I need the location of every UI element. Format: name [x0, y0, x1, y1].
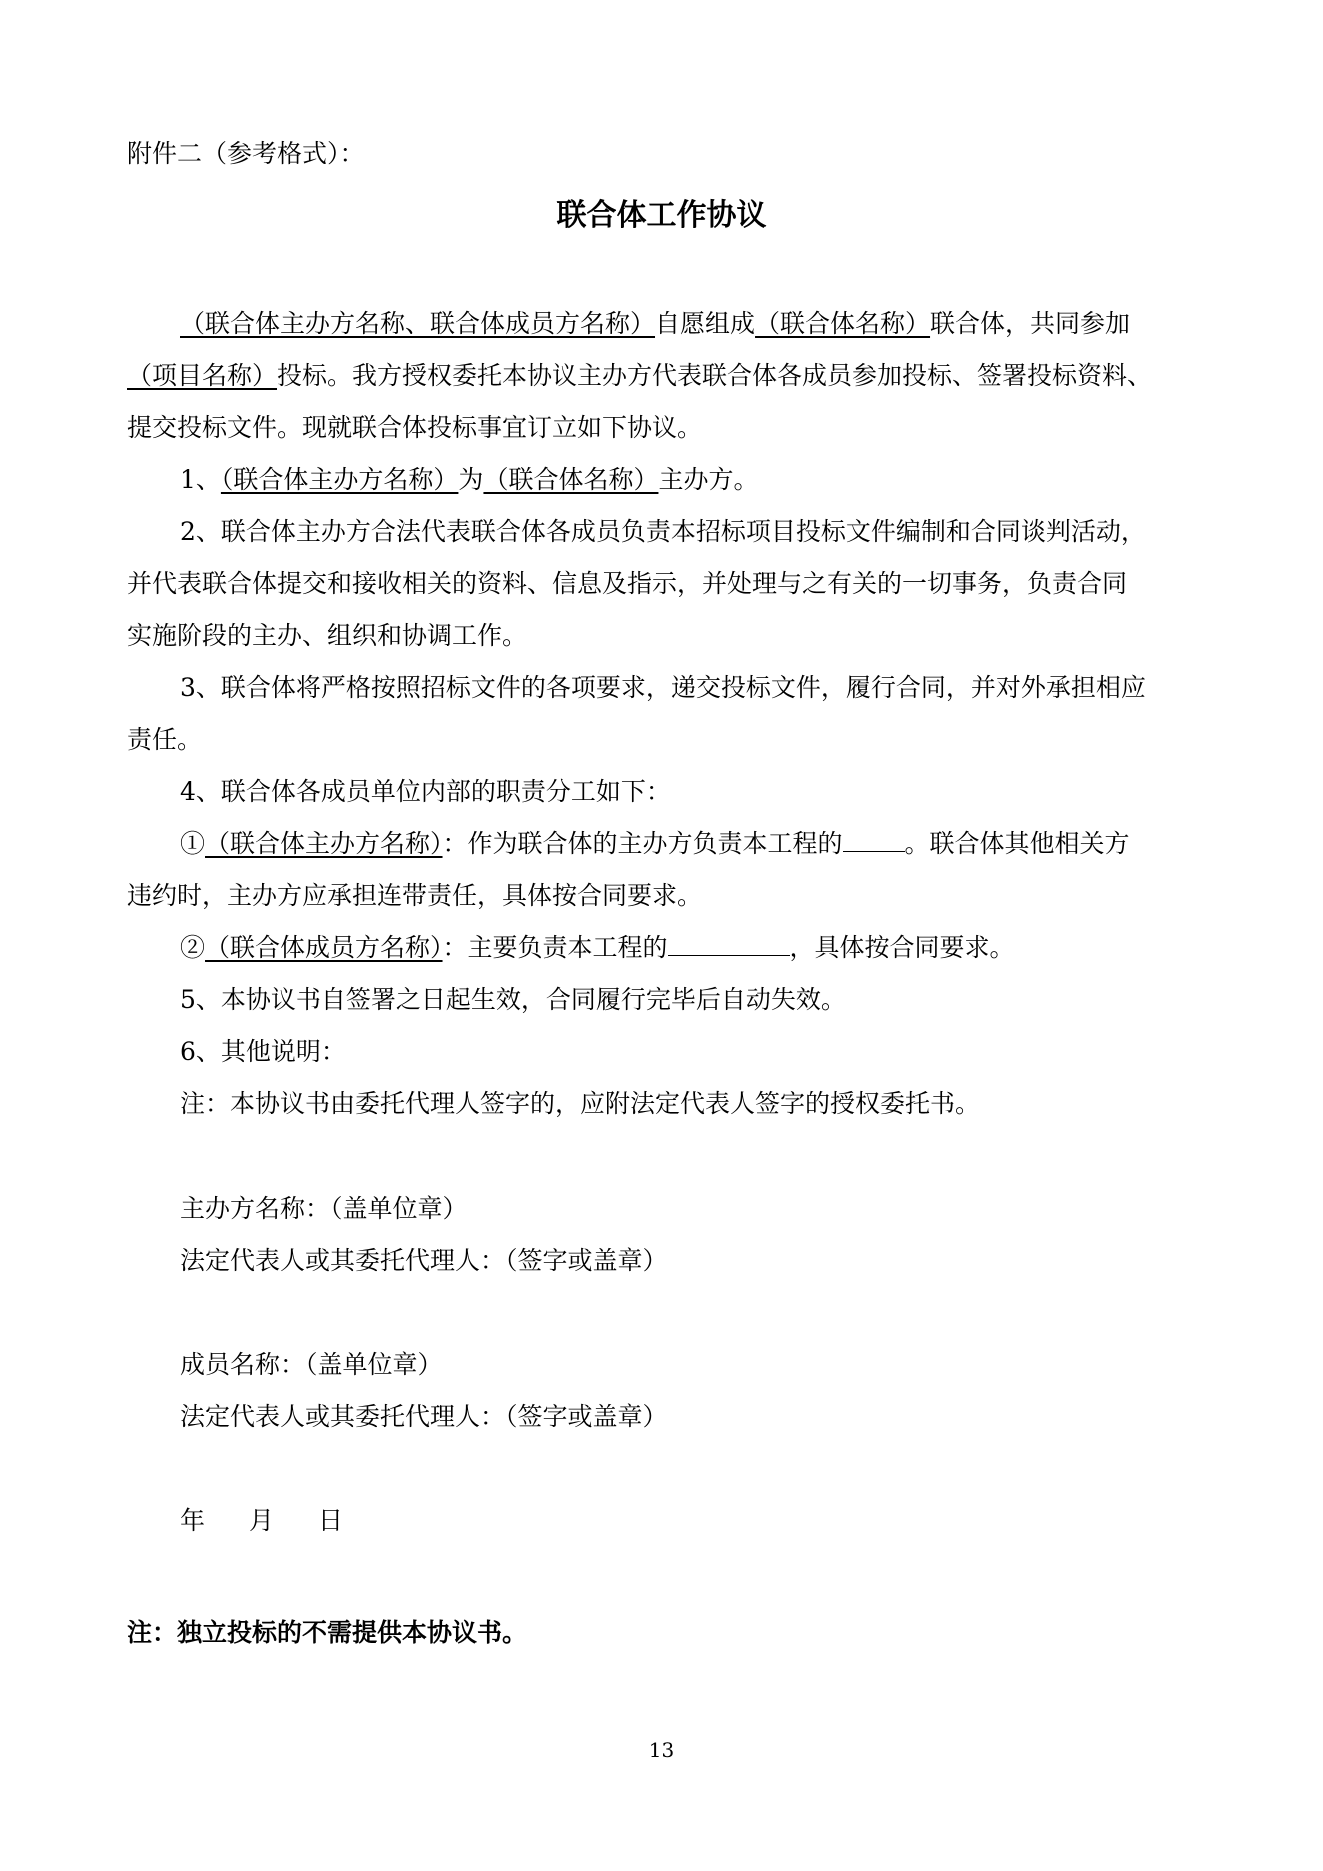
item-1-text: 主办方。 — [658, 465, 759, 494]
host-name-signature: 主办方名称：（盖单位章） — [180, 1194, 468, 1223]
intro-consortium-name: （联合体名称） — [755, 309, 931, 338]
intro-text: 自愿组成 — [655, 309, 756, 338]
date-year: 年 — [180, 1506, 206, 1535]
item-2-line-2: 并代表联合体提交和接收相关的资料、信息及指示，并处理与之有关的一切事务，负责合同 — [127, 569, 1128, 598]
document-title: 联合体工作协议 — [556, 198, 767, 233]
item-4-line-1: 4、联合体各成员单位内部的职责分工如下： — [180, 777, 671, 806]
item-6: 6、其他说明： — [180, 1037, 346, 1066]
item-4-b — [180, 932, 1260, 964]
item-1-text: 为 — [458, 465, 484, 494]
delegation-note: 注：本协议书由委托代理人签字的，应附法定代表人签字的授权委托书。 — [180, 1089, 981, 1118]
member-name-signature: 成员名称：（盖单位章） — [180, 1350, 443, 1379]
item-1-number: 1、 — [180, 465, 221, 494]
item-4-a-text: ：作为联合体的主办方负责本工程的 — [442, 829, 843, 858]
item-4-a-text: 。联合体其他相关方 — [904, 829, 1130, 858]
independent-bid-note: 注：独立投标的不需提供本协议书。 — [127, 1618, 528, 1647]
signature-date — [180, 1505, 1260, 1537]
fill-in-blank — [843, 829, 905, 852]
member-representative-signature: 法定代表人或其委托代理人：（签字或盖章） — [180, 1402, 668, 1431]
item-4-b-text: ，具体按合同要求。 — [789, 933, 1015, 962]
item-4-a-marker: ① — [180, 829, 206, 858]
item-2-line-1: 2、联合体主办方合法代表联合体各成员负责本招标项目投标文件编制和合同谈判活动， — [180, 517, 1146, 546]
intro-party-names: （联合体主办方名称、联合体成员方名称） — [180, 309, 656, 338]
date-day: 日 — [318, 1506, 344, 1535]
item-4-b-member-name: （联合体成员方名称） — [205, 933, 443, 962]
item-4-a — [180, 828, 1260, 860]
intro-text: 投标。我方授权委托本协议主办方代表联合体各成员参加投标、签署投标资料、 — [277, 361, 1153, 390]
item-1 — [180, 464, 1260, 496]
item-4-a-host-name: （联合体主办方名称） — [205, 829, 443, 858]
item-4-a-line-2: 违约时，主办方应承担连带责任，具体按合同要求。 — [127, 881, 703, 910]
item-4-b-marker: ② — [180, 933, 206, 962]
item-3-line-2: 责任。 — [127, 725, 203, 754]
item-1-consortium-name: （联合体名称） — [483, 465, 659, 494]
date-month: 月 — [249, 1506, 275, 1535]
intro-line-3: 提交投标文件。现就联合体投标事宜订立如下协议。 — [127, 413, 703, 442]
intro-text: 联合体，共同参加 — [930, 309, 1131, 338]
item-3-line-1: 3、联合体将严格按照招标文件的各项要求，递交投标文件，履行合同，并对外承担相应 — [180, 673, 1146, 702]
item-2-line-3: 实施阶段的主办、组织和协调工作。 — [127, 621, 528, 650]
intro-line-1 — [180, 308, 1260, 340]
attachment-label: 附件二（参考格式）： — [127, 139, 365, 168]
item-5: 5、本协议书自签署之日起生效，合同履行完毕后自动失效。 — [180, 985, 846, 1014]
host-representative-signature: 法定代表人或其委托代理人：（签字或盖章） — [180, 1246, 668, 1275]
item-1-host-name: （联合体主办方名称） — [220, 465, 459, 494]
fill-in-blank — [668, 933, 790, 956]
item-4-b-text: ：主要负责本工程的 — [442, 933, 668, 962]
page-number: 13 — [648, 1738, 675, 1762]
intro-project-name: （项目名称） — [127, 361, 278, 390]
intro-line-2 — [127, 360, 1207, 392]
